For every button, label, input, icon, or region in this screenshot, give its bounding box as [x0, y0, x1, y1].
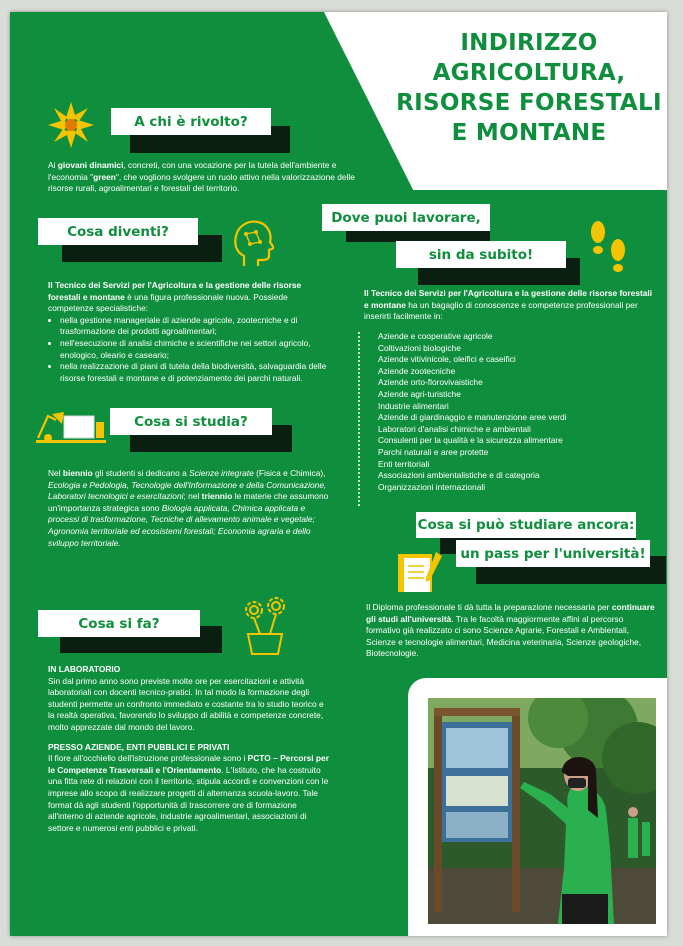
- section-heading: IN LABORATORIO: [48, 664, 121, 674]
- title-line-1: INDIRIZZO: [460, 30, 598, 56]
- dotted-divider: [358, 331, 360, 507]
- dove-text: Il Tecnico dei Servizi per l'Agricoltura e la gestione delle risorse forestali e montane ha un bagaglio di conoscenze e competenze professionali per inserirti facilmente in:: [364, 288, 653, 322]
- title-line-3: RISORSE FORESTALI: [396, 90, 662, 116]
- list-item: Consulenti per la qualità e la sicurezza alimentare: [378, 435, 563, 446]
- title-line-2: AGRICOLTURA,: [432, 60, 626, 86]
- cosa-diventi-text: Il Tecnico dei Servizi per l'Agricoltura e la gestione delle risorse forestali e montane è una figura professionale nuova. Possiede competenze specialistiche: • nella gestione manageriale di aziende agricole, zootecniche e di trasformazione dei prodotti agroalimentari; • nell'esecuzione di analisi chimiche e scientifiche nei settori agricolo, enologico, oleario e caseario; • nella realizzazione di piani di tutela della biodiversità, salvaguardia delle risorse forestali e montane e di potenziamento dei parchi naturali.: [48, 280, 330, 384]
- section-heading: PRESSO AZIENDE, ENTI PUBBLICI E PRIVATI: [48, 741, 230, 752]
- list-item: Laboratori d'analisi chimiche e ambientali: [378, 423, 531, 434]
- list-item: Coltivazioni biologiche: [378, 342, 461, 353]
- sun-flower-icon: [46, 100, 96, 150]
- list-item: Industrie alimentari: [378, 400, 449, 411]
- notepad-pencil-icon: [394, 550, 444, 596]
- list-item: Organizzazioni internazionali: [378, 481, 486, 492]
- list-item: Aziende agri-turistiche: [378, 388, 461, 399]
- list-item: • nella gestione manageriale di aziende agricole, zootecniche e di trasformazione dei prodotti agroalimentari;: [60, 315, 330, 338]
- list-item: • nella realizzazione di piani di tutela della biodiversità, salvaguardia delle risorse forestali e montane e di potenziamento dei parchi naturali.: [60, 361, 330, 384]
- dove-list: [366, 331, 656, 493]
- list-item: Aziende orto-florovivaistiche: [378, 377, 483, 388]
- list-item: Aziende e cooperative agricole: [378, 331, 493, 341]
- a-chi-text: Ai giovani dinamici, concreti, con una vocazione per la tutela dell'ambiente e l'economia "green", che vogliono svolgere un ruolo attivo nella valorizzazione delle risorse rurali, agroalimentari e forestali del territorio.: [48, 160, 355, 194]
- label-cosa-si-fa: Cosa si fa?: [38, 610, 200, 637]
- student-photo: [428, 698, 656, 924]
- cosa-si-studia-text: Nel biennio gli studenti si dedicano a Scienze integrate (Fisica e Chimica), Ecologia e Pedologia, Tecnologie dell'Informazione e della Comunicazione, Laboratori tecnologici e esercitazioni; nel triennio le materie che assumono un'importanza strategica sono Biologia applicata, Chimica applicata e processi di trasformazione, Tecniche di allevamento animale e vegetale; Agronomia territoriale ed ecosistemi forestali; Economia agraria e dello sviluppo territoriale.: [48, 468, 329, 548]
- list-item: Aziende zootecniche: [378, 365, 456, 376]
- potted-flowers-icon: [240, 596, 290, 656]
- label-ancora-1: Cosa si può studiare ancora:: [416, 512, 636, 538]
- list-item: Aziende vitivinicole, oleifici e caseifici: [378, 354, 516, 365]
- brain-head-icon: [230, 218, 274, 268]
- footprints-icon: [584, 220, 634, 280]
- list-item: Associazioni ambientalistiche e di categoria: [378, 470, 540, 481]
- ancora-text: Il Diploma professionale ti dà tutta la preparazione necessaria per continuare gli studi all'università. Tra le facoltà maggiormente affini al percorso formativo già realizzato ci sono Scienze Agrarie, Forestali e Ambientali, Scienze e tecnologie alimentari, Medicina veterinaria, Scienze geologiche, Biotecnologie.: [366, 602, 655, 659]
- title-line-4: E MONTANE: [451, 120, 607, 146]
- list-item: • nell'esecuzione di analisi chimiche e scientifiche nei settori agricolo, enologico, oleario e caseario;: [60, 338, 330, 361]
- label-dove-2: sin da subito!: [396, 241, 566, 268]
- poster: [10, 12, 667, 936]
- list-item: Enti territoriali: [378, 458, 430, 469]
- label-ancora-2: un pass per l'università!: [456, 540, 650, 567]
- cosa-si-fa-text: IN LABORATORIO Sin dal primo anno sono previste molte ore per esercitazioni e attività laboratoriali con docenti tecnico-pratici. In tal modo la formazione degli studenti permette un confronto immediato e costante tra lo studio teorico e la realtà operativa, favorendo lo sviluppo di abilità e competenze concrete, molto apprezzate dal mondo del lavoro. PRESSO AZIENDE, ENTI PUBBLICI E PRIVATI Il fiore all'occhiello dell'istruzione professionale sono i PCTO – Percorsi per le Competenze Trasversali e l'Orientamento. L'Istituto, che ha costruito una fitta rete di relazioni con il territorio, stipula accordi e convenzioni con le imprese allo scopo di realizzare progetti di alternanza scuola-lavoro. Tale format dà agli studenti l'opportunità di trascorrere ore di formazione all'interno di aziende agricole, industrie agroalimentari, associazioni di settore e numerosi enti pubblici e privati.: [48, 664, 332, 834]
- label-cosa-si-studia: Cosa si studia?: [110, 408, 272, 435]
- page-title: [394, 28, 664, 148]
- label-cosa-diventi: Cosa diventi?: [38, 218, 198, 245]
- desk-lamp-books-icon: [34, 404, 108, 444]
- label-dove-1: Dove puoi lavorare,: [322, 204, 490, 231]
- label-a-chi: A chi è rivolto?: [111, 108, 271, 135]
- list-item: Parchi naturali e aree protette: [378, 446, 489, 457]
- list-item: Aziende di giardinaggio e manutenzione aree verdi: [378, 412, 567, 423]
